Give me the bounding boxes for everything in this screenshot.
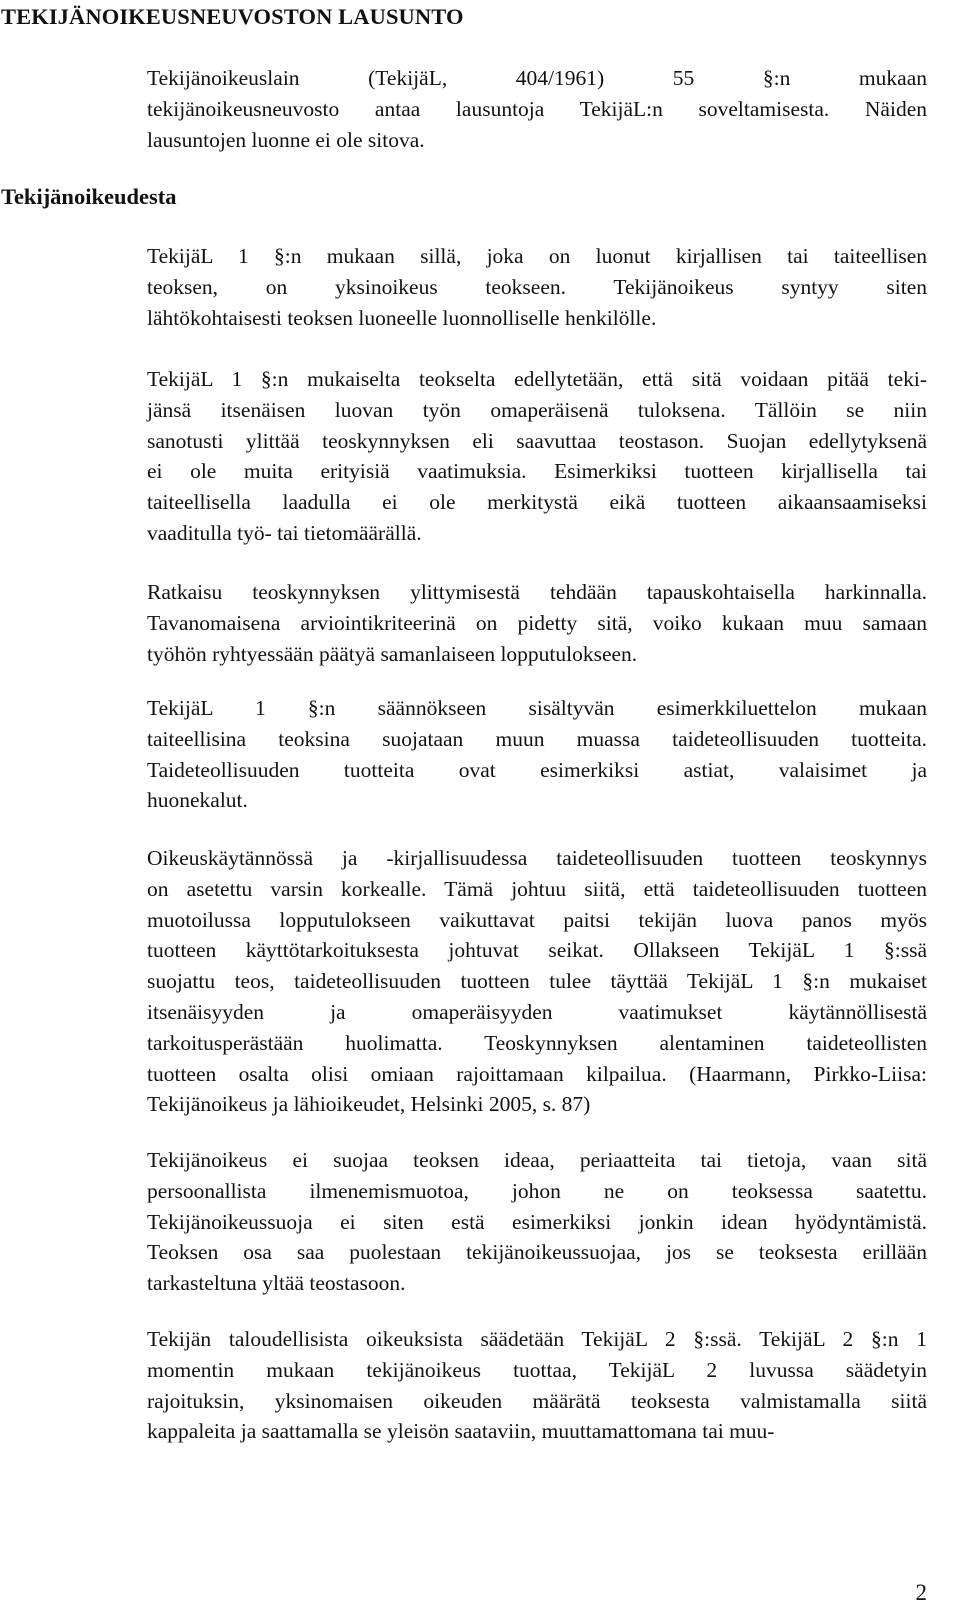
text-line: huonekalut. <box>147 788 248 813</box>
text-line: suojattu teos, taideteollisuuden tuotteen tulee täyttää TekijäL 1 §:n mukaiset <box>147 969 927 994</box>
document-title: TEKIJÄNOIKEUSNEUVOSTON LAUSUNTO <box>1 4 464 29</box>
text-line: Tekijänoikeuslain (TekijäL, 404/1961) 55 §:n mukaan <box>147 66 927 90</box>
text-line: taiteellisina teoksina suojataan muun muassa taideteollisuuden tuotteita. <box>147 726 927 751</box>
paragraph-case-law <box>147 843 927 1120</box>
text-line: Taideteollisuuden tuotteita ovat esimerkiksi astiat, valaisimet ja <box>147 757 927 782</box>
text-line: tekijänoikeusneuvosto antaa lausuntoja TekijäL:n soveltamisesta. Näiden <box>147 96 927 121</box>
text-line: TekijäL 1 §:n mukaan sillä, joka on luonut kirjallisen tai taiteellisen <box>147 244 927 268</box>
paragraph-originality <box>147 364 927 549</box>
text-line: tarkasteltuna yltää teostasoon. <box>147 1271 406 1296</box>
text-line: taiteellisella laadulla ei ole merkitystä eikä tuotteen aikaansaamiseksi <box>147 490 927 515</box>
text-line: TekijäL 1 §:n mukaiselta teokselta edellytetään, että sitä voidaan pitää teki- <box>147 367 927 391</box>
text-line: Oikeuskäytännössä ja -kirjallisuudessa taideteollisuuden tuotteen teoskynnys <box>147 846 927 870</box>
text-line: Tekijänoikeussuoja ei siten estä esimerkiksi jonkin idean hyödyntämistä. <box>147 1209 927 1234</box>
text-line: lausuntojen luonne ei ole sitova. <box>147 127 425 152</box>
text-line: teoksen, on yksinoikeus teokseen. Tekijänoikeus syntyy siten <box>147 274 927 299</box>
paragraph-applied-art <box>147 693 927 816</box>
text-line: TekijäL 1 §:n säännökseen sisältyvän esimerkkiluettelon mukaan <box>147 696 927 720</box>
text-line: tuotteen käyttötarkoituksesta johtuvat seikat. Ollakseen TekijäL 1 §:ssä <box>147 938 927 963</box>
text-line: vaaditulla työ- tai tietomäärällä. <box>147 520 422 545</box>
text-line: ei ole muita erityisiä vaatimuksia. Esimerkiksi tuotteen kirjallisella tai <box>147 459 927 484</box>
text-line: lähtökohtaisesti teoksen luoneelle luonnolliselle henkilölle. <box>147 305 657 330</box>
text-line: persoonallista ilmenemismuotoa, johon ne on teoksessa saatettu. <box>147 1178 927 1203</box>
section-heading: Tekijänoikeudesta <box>1 184 177 209</box>
text-line: itsenäisyyden ja omaperäisyyden vaatimukset käytännöllisestä <box>147 999 927 1024</box>
paragraph-intro <box>147 63 927 155</box>
text-line: Tekijänoikeus ja lähioikeudet, Helsinki 2005, s. 87) <box>147 1092 591 1117</box>
text-line: Teoksen osa saa puolestaan tekijänoikeussuojaa, jos se teoksesta erillään <box>147 1240 927 1265</box>
text-line: momentin mukaan tekijänoikeus tuottaa, TekijäL 2 luvussa säädetyin <box>147 1357 927 1382</box>
text-line: Tekijän taloudellisista oikeuksista säädetään TekijäL 2 §:ssä. TekijäL 2 §:n 1 <box>147 1327 927 1351</box>
text-line: tarkoitusperästään huolimatta. Teoskynnyksen alentaminen taideteollisten <box>147 1030 927 1055</box>
text-line: Ratkaisu teoskynnyksen ylittymisestä tehdään tapauskohtaisella harkinnalla. <box>147 580 927 604</box>
text-line: tuotteen osalta olisi omiaan rajoittamaan kilpailua. (Haarmann, Pirkko-Liisa: <box>147 1061 927 1086</box>
text-line: rajoituksin, yksinomaisen oikeuden määrätä teoksesta valmistamalla siitä <box>147 1388 927 1413</box>
text-line: kappaleita ja saattamalla se yleisön saataviin, muuttamattomana tai muu- <box>147 1419 775 1444</box>
text-line: on asetettu varsin korkealle. Tämä johtuu siitä, että taideteollisuuden tuotteen <box>147 876 927 901</box>
paragraph-idea-protection <box>147 1145 927 1299</box>
paragraph-copyright-basis <box>147 241 927 333</box>
text-line: muotoilussa lopputulokseen vaikuttavat paitsi tekijän luova panos myös <box>147 907 927 932</box>
paragraph-threshold-assessment <box>147 577 927 669</box>
text-line: Tekijänoikeus ei suojaa teoksen ideaa, periaatteita tai tietoja, vaan sitä <box>147 1148 927 1172</box>
text-line: sanotusti ylittää teoskynnyksen eli saavuttaa teostason. Suojan edellytyksenä <box>147 428 927 453</box>
text-line: jänsä itsenäisen luovan työn omaperäisenä tuloksena. Tällöin se niin <box>147 397 927 422</box>
paragraph-economic-rights <box>147 1324 927 1447</box>
text-line: työhön ryhtyessään päätyä samanlaiseen lopputulokseen. <box>147 641 638 666</box>
page-number: 2 <box>915 1580 927 1605</box>
text-line: Tavanomaisena arviointikriteerinä on pidetty sitä, voiko kukaan muu samaan <box>147 610 927 635</box>
